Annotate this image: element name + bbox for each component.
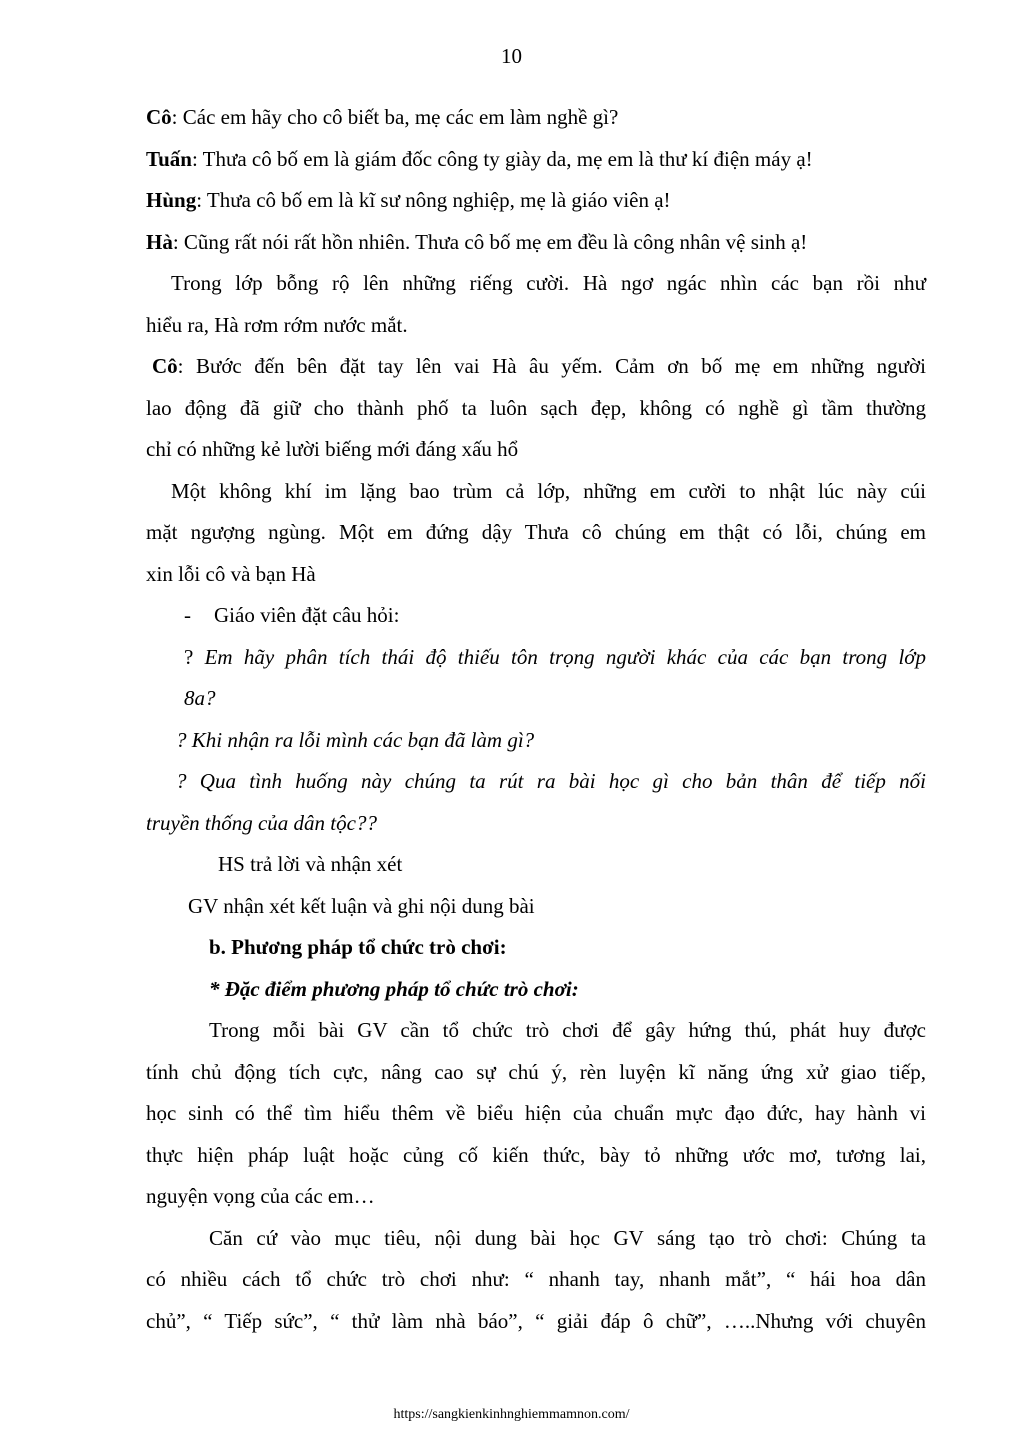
page-number: 10 [501, 44, 522, 68]
question-line: truyền thống của dân tộc?? [146, 810, 377, 835]
subsection-heading: * Đặc điểm phương pháp tổ chức trò chơi: [209, 976, 579, 1001]
paragraph-line: chỉ có những kẻ lười biếng mới đáng xấu hổ [146, 437, 519, 461]
question-mark: ? [184, 644, 205, 669]
speaker-name: Cô [152, 354, 178, 378]
bullet-text: Giáo viên đặt câu hỏi: [214, 603, 400, 627]
speaker-name: Hà [146, 229, 173, 254]
dialogue-line-tuan [146, 139, 926, 181]
speaker-name: Cô [146, 105, 172, 129]
paragraph-line: xin lỗi cô và bạn Hà [146, 561, 316, 586]
paragraph-text: : Bước đến bên đặt tay lên vai Hà âu yếm. Cảm ơn bố mẹ em những người [177, 354, 926, 378]
paragraph-line: hiểu ra, Hà rơm rớm nước mắt. [146, 312, 408, 337]
question-line: ? Qua tình huống này chúng ta rút ra bài học gì cho bản thân để tiếp nối [176, 769, 926, 793]
paragraph-line: nguyện vọng của các em… [146, 1184, 375, 1208]
speaker-name: Hùng [146, 188, 197, 212]
dialogue-line-ha [146, 222, 926, 264]
footer-url: https://sangkienkinhnghiemmamnon.com/ [393, 1407, 630, 1422]
dialogue-text: : Thưa cô bố em là giám đốc công ty giày da, mẹ em là thư kí điện máy ạ! [191, 146, 813, 171]
dialogue-text: : Các em hãy cho cô biết ba, mẹ các em làm nghề gì? [171, 105, 619, 129]
dialogue-line-co [146, 97, 926, 139]
paragraph-line: Trong mỗi bài GV cần tổ chức trò chơi để gây hứng thú, phát huy được [209, 1018, 926, 1042]
question-line [146, 637, 926, 679]
paragraph-line: Căn cứ vào mục tiêu, nội dung bài học GV sáng tạo trò chơi: Chúng ta [209, 1225, 926, 1250]
speaker-name: Tuấn [146, 146, 192, 171]
paragraph-line: học sinh có thể tìm hiểu thêm về biểu hiện của chuẩn mực đạo đức, hay hành vi [146, 1101, 926, 1125]
paragraph-line: chủ”, “ Tiếp sức”, “ thử làm nhà báo”, “ giải đáp ô chữ”, …..Nhưng với chuyên [146, 1308, 926, 1333]
question-line: 8a? [184, 686, 216, 710]
dialogue-text: : Thưa cô bố em là kĩ sư nông nghiệp, mẹ là giáo viên ạ! [196, 188, 671, 212]
paragraph-line: tính chủ động tích cực, nâng cao sự chú ý, rèn luyện kĩ năng ứng xử giao tiếp, [146, 1059, 926, 1084]
question-text: Em hãy phân tích thái độ thiếu tôn trọng người khác của các bạn trong lớp [204, 644, 926, 669]
paragraph-line: Một không khí im lặng bao trùm cả lớp, những em cười to nhật lúc này cúi [171, 478, 926, 503]
document-body [146, 97, 926, 1342]
dialogue-text: : Cũng rất nói rất hồn nhiên. Thưa cô bố mẹ em đều là công nhân vệ sinh ạ! [172, 229, 808, 254]
paragraph-line: thực hiện pháp luật hoặc củng cố kiến thức, bày tỏ những ước mơ, tương lai, [146, 1142, 926, 1167]
paragraph-line [146, 346, 926, 388]
paragraph-line: có nhiều cách tổ chức trò chơi như: “ nhanh tay, nhanh mắt”, “ hái hoa dân [146, 1267, 926, 1291]
paragraph-line: lao động đã giữ cho thành phố ta luôn sạch đẹp, không có nghề gì tầm thường [146, 395, 926, 420]
paragraph-line: Trong lớp bỗng rộ lên những riếng cười. Hà ngơ ngác nhìn các bạn rồi như [171, 271, 926, 295]
bullet-dash: - [184, 603, 191, 627]
gv-note: GV nhận xét kết luận và ghi nội dung bài [188, 893, 535, 918]
question-line: ? Khi nhận ra lỗi mình các bạn đã làm gì? [176, 727, 535, 752]
paragraph-line: mặt ngượng ngùng. Một em đứng dậy Thưa cô chúng em thật có lỗi, chúng em [146, 520, 926, 544]
hs-reply: HS trả lời và nhận xét [218, 852, 403, 876]
bullet-item [146, 595, 926, 637]
dialogue-line-hung [146, 180, 926, 222]
section-heading: b. Phương pháp tổ chức trò chơi: [209, 935, 507, 959]
